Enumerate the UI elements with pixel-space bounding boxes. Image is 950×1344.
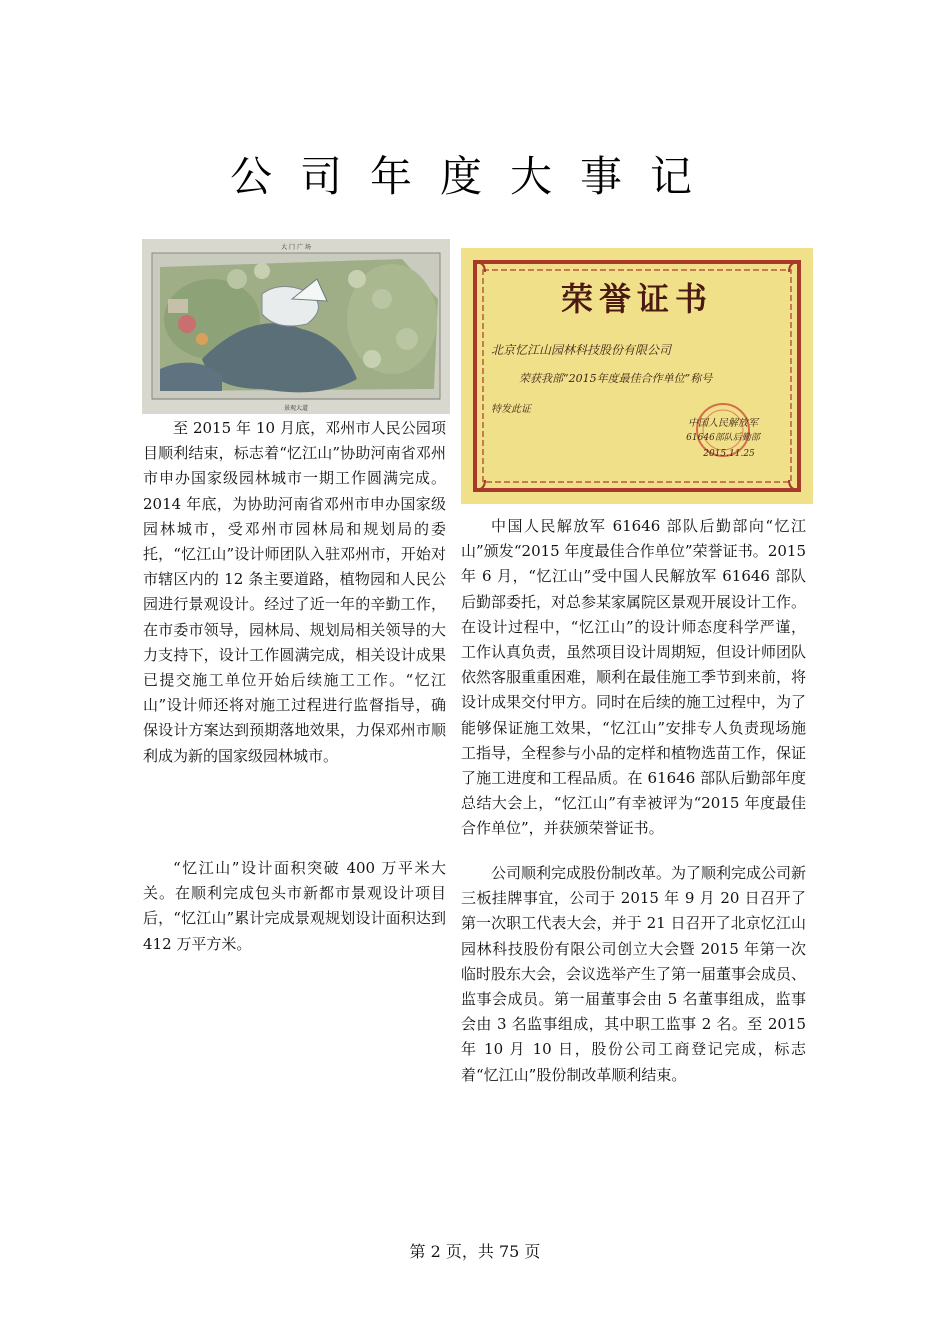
honor-certificate-image bbox=[461, 248, 813, 504]
article-shareholding-reform bbox=[461, 861, 806, 1088]
certificate-award: 荣获我部“2015年度最佳合作单位”称号 bbox=[519, 372, 713, 385]
certificate-date: 2015.11.25 bbox=[703, 449, 755, 459]
certificate-recipient: 北京忆江山园林科技股份有限公司 bbox=[491, 343, 672, 357]
paragraph-shareholding-reform: 公司顺利完成股份制改革。为了顺利完成公司新三板挂牌事宜，公司于 2015 年 9 月 20 日召开了第一次职工代表大会，并于 21 日召开了北京忆江山园林科技股份有限公司创立大会暨 2015 年第一次临时股东大会，会议选举产生了第一届董事会成员、监事会成员。第一届董事会由 5 名董事组成，监事会由 3 名监事组成，其中职工监事 2 名。至 2015 年 10 月 10 日，股份公司工商登记完成，标志着“忆江山”股份制改革顺利结束。 bbox=[461, 864, 807, 1084]
paragraph-certificate: 中国人民解放军 61646 部队后勤部向“忆江山”颁发“2015 年度最佳合作单位”荣誉证书。2015 年 6 月，“忆江山”受中国人民解放军 61646 部队后勤部委托，对总参某家属院区景观开展设计工作。在设计过程中，“忆江山”的设计师态度科学严谨，工作认真负责，虽然项目设计周期短，但设计师团队依然客服重重困难，顺利在最佳施工季节到来前，将设计成果交付甲方。同时在后续的施工过程中，为了能够保证施工效果，“忆江山”安排专人负责现场施工指导，全程参与小品的定样和植物选苗工作，保证了施工进度和工程品质。在 61646 部队后勤部年度总结大会上，“忆江山”有幸被评为“2015 年度最佳合作单位”，并获颁荣誉证书。 bbox=[461, 517, 807, 838]
plan-bottom-label: 景观大道 bbox=[283, 405, 309, 412]
certificate-closing: 特发此证 bbox=[491, 404, 531, 415]
article-design-area bbox=[143, 856, 446, 957]
paragraph-dengzhou-park: 至 2015 年 10 月底，邓州市人民公园项目顺利结束，标志着“忆江山”协助河南省邓州市申办国家级园林城市一期工作圆满完成。2014 年底，为协助河南省邓州市申办国家级园林城市，受邓州市园林局和规划局的委托，“忆江山”设计师团队入驻邓州市，开始对市辖区内的 12 条主要道路，植物园和人民公园进行景观设计。经过了近一年的辛勤工作，在市委市领导，园林局、规划局相关领导的大力支持下，设计工作圆满完成，相关设计成果已提交施工单位开始后续施工工作。“忆江山”设计师还将对施工过程进行监督指导，确保设计方案达到预期落地效果，力保邓州市顺利成为新的国家级园林城市。 bbox=[143, 419, 446, 765]
plan-top-label: 大 门 广 场 bbox=[281, 244, 311, 251]
certificate-issuer: 中国人民解放军 bbox=[688, 418, 758, 429]
park-plan-image bbox=[142, 239, 450, 414]
certificate-heading: 荣誉证书 bbox=[560, 280, 714, 318]
paragraph-design-area: “忆江山”设计面积突破 400 万平米大关。在顺利完成包头市新都市景观设计项目后，“忆江山”累计完成景观规划设计面积达到 412 万平方米。 bbox=[143, 859, 446, 953]
page-title: 公司年度大事记 bbox=[229, 152, 720, 201]
article-certificate bbox=[461, 514, 806, 842]
page-footer: 第 2 页，共 75 页 bbox=[409, 1242, 541, 1261]
article-dengzhou-park bbox=[143, 416, 446, 769]
certificate-issuer-unit: 61646部队后勤部 bbox=[686, 433, 760, 443]
